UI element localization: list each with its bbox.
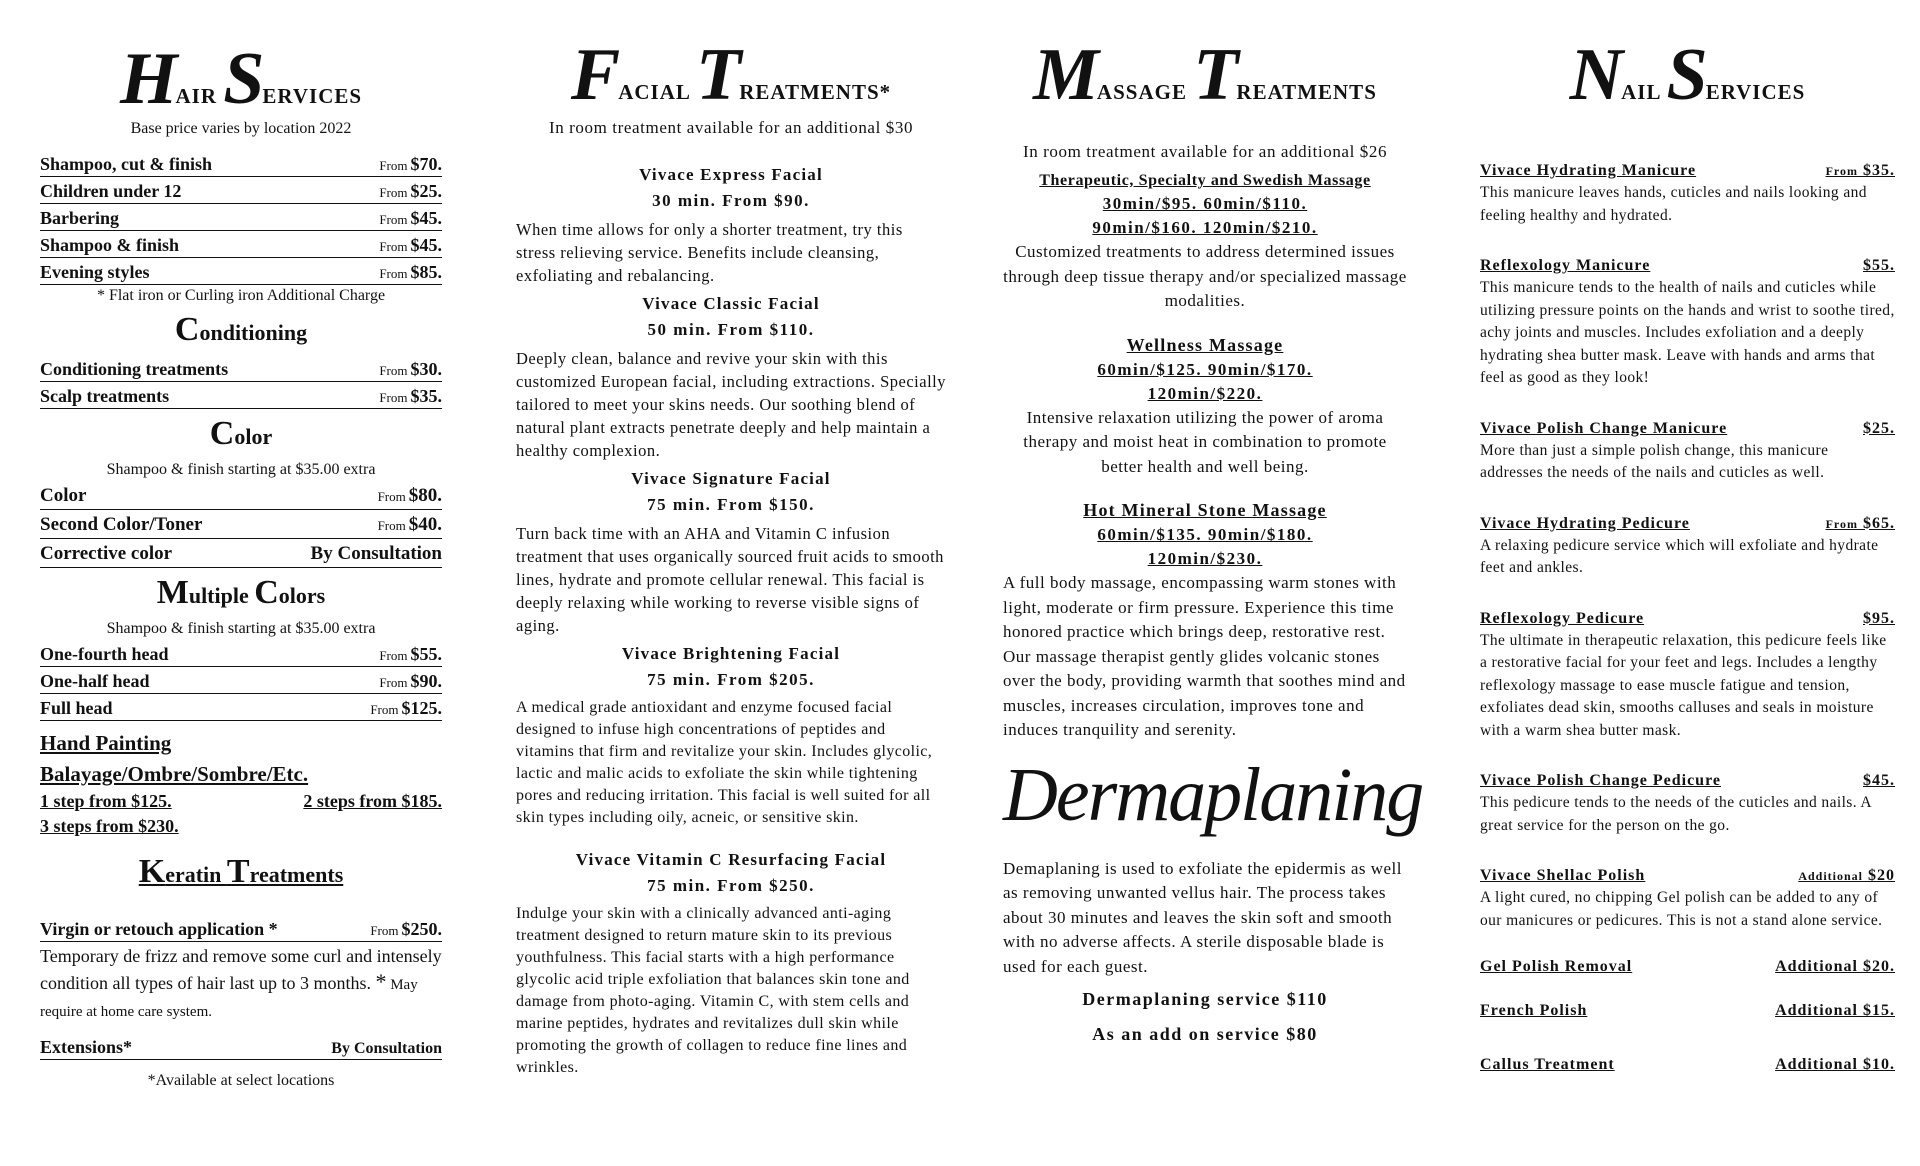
massage-treatments-column xyxy=(1003,34,1423,1045)
nail-service: Reflexology Manicure $55. This manicure tends to the health of nails and cuticles while utilizing pressure points on the hands and wrist to soothe tired, achy joints and muscles. Includes exfoliation and a deeply hydrating shea butter mask. Leave with hands and arms that feel as good as they look! xyxy=(1480,257,1895,386)
nail-service: Vivace Hydrating Pedicure From $65. A relaxing pedicure service which will exfoliate and hydrate feet and ankles. xyxy=(1480,514,1895,576)
dermaplaning-addon-price: As an add on service $80 xyxy=(1092,1024,1318,1044)
hair-services-column xyxy=(40,38,442,1094)
multiple-colors-note: Shampoo & finish starting at $35.00 extra xyxy=(106,620,376,637)
nail-service: Vivace Polish Change Pedicure $45. This pedicure tends to the needs of the cuticles and nails. A great service for the person on the go. xyxy=(1480,772,1895,834)
nail-service: Vivace Shellac Polish Additional $20 A light cured, no chipping Gel polish can be added to any of our manicures or pedicures. This is not a stand alone service. xyxy=(1480,867,1895,929)
nail-service: Vivace Polish Change Manicure $25. More than just a simple polish change, this manicure addresses the needs of the nails and cuticles as well. xyxy=(1480,419,1895,481)
hand-painting-section xyxy=(40,731,442,837)
balayage-subtitle: Balayage/Ombre/Sombre/Etc. xyxy=(40,762,309,786)
price-row: Barbering From $45. xyxy=(40,206,442,231)
nail-service: Reflexology Pedicure $95. The ultimate in therapeutic relaxation, this pedicure feels like a restorative facial for your feet and legs. Includes a lengthy reflexology massage to ease muscle fatigue and tension, exfoliates dead skin, smooths calluses and seals in moisture with a warm shea butter mask. xyxy=(1480,609,1895,739)
select-locations-footnote: *Available at select locations xyxy=(147,1072,335,1089)
facial-service: Vivace Vitamin C Resurfacing Facial 75 min. From $250. Indulge your skin with a clinically advanced anti-aging treatment designed to return mature skin to its previous youthfulness. This facial starts with a high performance glycolic acid triple exfoliation that balances skin tone and damage from photo-aging. Vitamin C, with stem cells and marine peptides, hydrates and revitalizes dull skin while promoting the growth of collagen to reduce fine lines and wrinkles. xyxy=(516,850,910,1076)
price-row: One-half head From $90. xyxy=(40,669,442,694)
keratin-heading: Keratin Treatments xyxy=(138,853,344,890)
dermaplaning-title: Dermaplaning xyxy=(1003,752,1423,837)
conditioning-heading: Conditioning xyxy=(174,311,308,348)
price-row: One-fourth head From $55. xyxy=(40,642,442,667)
nail-services-column xyxy=(1480,34,1895,1076)
price-row: Second Color/Toner From $40. xyxy=(40,512,442,539)
price-row: Full head From $125. xyxy=(40,696,442,721)
price-row: Shampoo & finish From $45. xyxy=(40,233,442,258)
hair-services-title: HAIR SERVICES xyxy=(119,38,363,120)
extensions-row: Extensions* By Consultation xyxy=(40,1035,442,1060)
hand-painting-steps: 1 step from $125. 2 steps from $185. xyxy=(40,791,442,811)
price-row: Color From $80. xyxy=(40,483,442,510)
nail-addon-row: French Polish Additional $15. xyxy=(1480,1002,1895,1019)
facial-service: Vivace Classic Facial 50 min. From $110. Deeply clean, balance and revive your skin with this customized European facial, including extractions. Specially tailored to meet your skins needs. Our soothing blend of natural plant extracts penetrate deeply and help maintain a healthy complexion. xyxy=(516,294,946,460)
massage-service: Wellness Massage 60min/$125. 90min/$170. 120min/$220. Intensive relaxation utilizing the power of aroma therapy and moist heat in combination to promote better health and well being. xyxy=(1023,334,1387,476)
dermaplaning-description: Demaplaning is used to exfoliate the epidermis as well as removing unwanted vellus hair. The process takes about 30 minutes and leaves the skin soft and smooth with no adverse affects. A sterile disposable blade is used for each guest. xyxy=(1003,858,1403,976)
nail-services-title: NAIL SERVICES xyxy=(1569,34,1806,116)
multiple-colors-heading: Multiple Colors xyxy=(156,574,326,611)
price-row: Conditioning treatments From $30. xyxy=(40,357,442,382)
price-row: Corrective color By Consultation xyxy=(40,541,442,568)
facial-intro: In room treatment available for an additional $30 xyxy=(548,118,914,137)
massage-service: Hot Mineral Stone Massage 60min/$135. 90min/$180. 120min/$230. A full body massage, encompassing warm stones with light, moderate or firm pressure. Experience this time honored practice which brings deep, restorative rest. Our massage therapist gently glides volcanic stones over the body, providing warmth that soothes mind and muscles, increases circulation, improves tone and induces tranquility and serenity. xyxy=(1003,500,1406,739)
hand-painting-step3: 3 steps from $230. xyxy=(40,816,179,836)
massage-service: Therapeutic, Specialty and Swedish Massage 30min/$95. 60min/$110. 90min/$160. 120min/$210. Customized treatments to address determined issues through deep tissue therapy and/or specialized massage modalities. xyxy=(1003,172,1407,310)
price-row: Shampoo, cut & finish From $70. xyxy=(40,152,442,177)
hair-services-list xyxy=(40,152,442,285)
massage-intro: In room treatment available for an additional $26 xyxy=(1022,142,1388,161)
price-row: Children under 12 From $25. xyxy=(40,179,442,204)
massage-treatments-title: MASSAGE TREATMENTS xyxy=(1033,34,1377,116)
price-row: Scalp treatments From $35. xyxy=(40,384,442,409)
facial-treatments-title: FACIAL TREATMENTS* xyxy=(570,34,892,116)
price-row: Virgin or retouch application * From $250. xyxy=(40,917,442,942)
facial-service: Vivace Express Facial 30 min. From $90. When time allows for only a shorter treatment, try this stress relieving service. Benefits include cleansing, exfoliating and rebalancing. xyxy=(516,165,903,285)
hand-painting-title: Hand Painting xyxy=(40,731,172,755)
flat-iron-note: * Flat iron or Curling iron Additional Charge xyxy=(96,287,386,304)
facial-treatments-column xyxy=(516,34,946,1085)
nail-addon-row: Gel Polish Removal Additional $20. xyxy=(1480,958,1895,975)
nail-addon-row: Callus Treatment Additional $10. xyxy=(1480,1056,1895,1073)
color-heading: Color xyxy=(209,415,273,452)
color-note: Shampoo & finish starting at $35.00 extra xyxy=(106,461,376,478)
facial-service: Vivace Brightening Facial 75 min. From $205. A medical grade antioxidant and enzyme focused facial designed to infuse high concentrations of peptides and vitamins that firm and revitalize your skin. Includes glycolic, lactic and malic acids to exfoliate the skin while tightening pores and reducing irritation. This facial is well suited for all skin types including oily, acneic, or sensitive skin. xyxy=(516,644,933,826)
nail-service: Vivace Hydrating Manicure From $35. This manicure leaves hands, cuticles and nails looking and feeling healthy and hydrated. xyxy=(1480,162,1895,224)
hair-base-price-note: Base price varies by location 2022 xyxy=(130,120,352,137)
price-row: Evening styles From $85. xyxy=(40,260,442,285)
facial-service: Vivace Signature Facial 75 min. From $150. Turn back time with an AHA and Vitamin C infusion treatment that uses organically sourced fruit acids to smooth lines, hydrate and promote cellular renewal. This facial is deeply relaxing while working to reverse visible signs of aging. xyxy=(516,469,944,635)
dermaplaning-price: Dermaplaning service $110 xyxy=(1082,989,1328,1009)
keratin-description: Temporary de frizz and remove some curl and intensely condition all types of hair last up to 3 months. * May require at home care system. xyxy=(40,946,442,1020)
